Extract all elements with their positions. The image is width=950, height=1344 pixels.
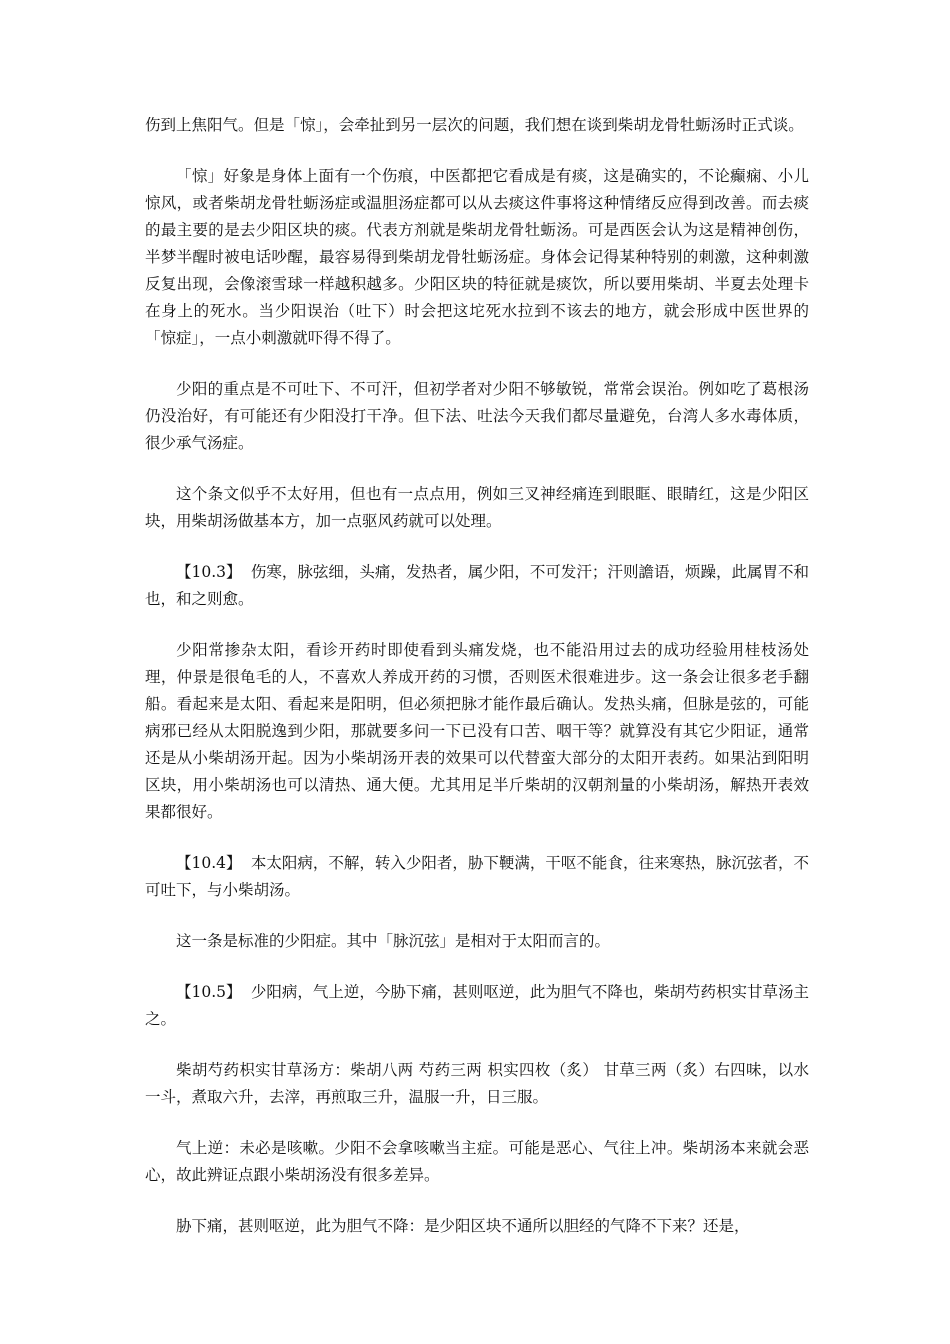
paragraph-text: 胁下痛，甚则呕逆，此为胆气不降：是少阳区块不通所以胆经的气降不下来？还是， (176, 1217, 750, 1235)
paragraph-3 (145, 376, 809, 457)
clause-10-3 (145, 559, 809, 613)
paragraph-text: 「惊」好象是身体上面有一个伤痕，中医都把它看成是有痰，这是确实的，不论癫痫、小儿惊风，或者柴胡龙骨牡蛎汤症或温胆汤症都可以从去痰这件事将这种情绪反应得到改善。而去痰的最主要的是去少阳区块的痰。代表方剂就是柴胡龙骨牡蛎汤。可是西医会认为这是精神创伤，半梦半醒时被电话吵醒，最容易得到柴胡龙骨牡蛎汤症。身体会记得某种特别的刺激，这种刺激反复出现，会像滚雪球一样越积越多。少阳区块的特征就是痰饮，所以要用柴胡、半夏去处理卡在身上的死水。当少阳误治（吐下）时会把这坨死水拉到不该去的地方，就会形成中医世界的「惊症」，一点小刺激就吓得不得了。 (145, 167, 809, 347)
clause-10-4 (145, 850, 809, 904)
clause-text: 伤寒，脉弦细，头痛，发热者，属少阳，不可发汗；汗则譫语，烦躁，此属胃不和也，和之则愈。 (145, 563, 809, 608)
paragraph-text: 少阳的重点是不可吐下、不可汗，但初学者对少阳不够敏锐，常常会误治。例如吃了葛根汤仍没治好，有可能还有少阳没打干净。但下法、吐法今天我们都尽量避免，台湾人多水毒体质，很少承气汤症。 (145, 380, 809, 452)
clause-reference: 【10.5】 (176, 983, 242, 1001)
paragraph-8 (145, 928, 809, 955)
clause-text: 少阳病，气上逆，今胁下痛，甚则呕逆，此为胆气不降也，柴胡芍药枳实甘草汤主之。 (145, 983, 809, 1028)
clause-text: 本太阳病，不解，转入少阳者，胁下鞕满，干呕不能食，往来寒热，脉沉弦者，不可吐下，与小柴胡汤。 (145, 854, 809, 899)
formula-paragraph (145, 1057, 809, 1111)
paragraph-text: 柴胡芍药枳实甘草汤方：柴胡八两 芍药三两 枳实四枚（炙） 甘草三两（炙）右四味，以水一斗，煮取六升，去滓，再煎取三升，温服一升，日三服。 (145, 1061, 809, 1106)
paragraph-text: 气上逆：未必是咳嗽。少阳不会拿咳嗽当主症。可能是恶心、气往上冲。柴胡汤本来就会恶心，故此辨证点跟小柴胡汤没有很多差异。 (145, 1139, 809, 1184)
paragraph-1 (145, 112, 809, 139)
paragraph-12 (145, 1213, 809, 1240)
paragraph-6 (145, 637, 809, 826)
paragraph-11 (145, 1135, 809, 1189)
paragraph-4 (145, 481, 809, 535)
clause-reference: 【10.3】 (176, 563, 242, 581)
paragraph-text: 伤到上焦阳气。但是「惊」，会牵扯到另一层次的问题，我们想在谈到柴胡龙骨牡蛎汤时正式谈。 (145, 116, 804, 134)
paragraph-text: 这个条文似乎不太好用，但也有一点点用，例如三叉神经痛连到眼眶、眼睛红，这是少阳区块，用柴胡汤做基本方，加一点驱风药就可以处理。 (145, 485, 809, 530)
paragraph-2 (145, 163, 809, 352)
clause-reference: 【10.4】 (176, 854, 242, 872)
paragraph-text: 这一条是标准的少阳症。其中「脉沉弦」是相对于太阳而言的。 (176, 932, 611, 950)
document-page (145, 112, 809, 1264)
clause-10-5 (145, 979, 809, 1033)
paragraph-text: 少阳常掺杂太阳，看诊开药时即使看到头痛发烧，也不能沿用过去的成功经验用桂枝汤处理，仲景是很龟毛的人，不喜欢人养成开药的习惯，否则医术很难进步。这一条会让很多老手翻船。看起来是太阳、看起来是阳明，但必须把脉才能作最后确认。发热头痛，但脉是弦的，可能病邪已经从太阳脱逸到少阳，那就要多问一下已没有口苦、咽干等？就算没有其它少阳证，通常还是从小柴胡汤开起。因为小柴胡汤开表的效果可以代替蛮大部分的太阳开表药。如果沾到阳明区块，用小柴胡汤也可以清热、通大便。尤其用足半斤柴胡的汉朝剂量的小柴胡汤，解热开表效果都很好。 (145, 641, 809, 821)
